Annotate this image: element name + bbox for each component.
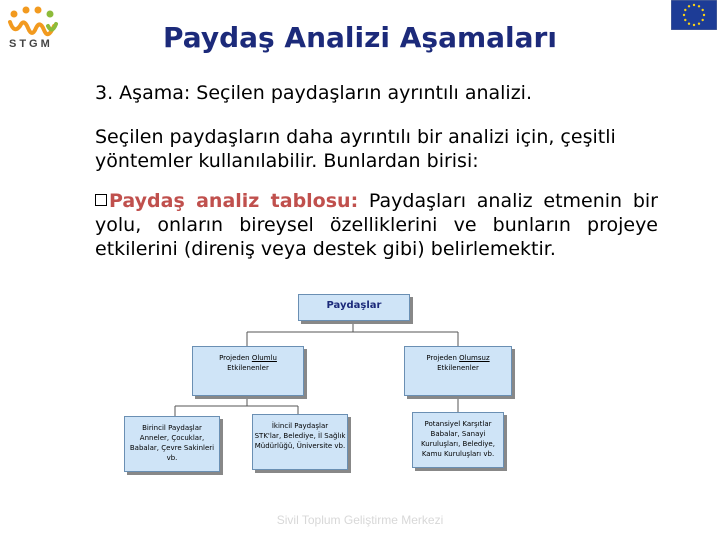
bullet-term: Paydaş analiz tablosu: [109,190,359,212]
potential-opponents-node [412,412,504,468]
bullet-text: Paydaşları analiz etmenin bir yolu, onların bireysel özelliklerini ve bunların projeye etkilerini (direniş veya destek gibi) belirlemektir. [95,190,658,260]
opponents-title: Potansiyel Karşıtlar [424,420,492,428]
positive-suffix: Etkilenenler [227,364,269,372]
logo-text: STGM [9,38,53,50]
negative-keyword: Olumsuz [459,354,490,362]
positively-affected-node [192,346,304,396]
positive-prefix: Projeden [219,354,252,362]
stage-heading: 3. Aşama: Seçilen paydaşların ayrıntılı analizi. [95,82,532,104]
secondary-title: İkincil Paydaşlar [271,422,329,430]
footer-watermark: Sivil Toplum Geliştirme Merkezi [276,513,444,527]
negative-prefix: Projeden [426,354,460,362]
stakeholders-node: Paydaşlar [298,294,410,321]
positive-keyword: Olumlu [251,354,277,362]
negatively-affected-node [404,346,512,396]
intro-text: Seçilen paydaşların daha ayrıntılı bir analizi için, çeşitli yöntemler kullanılabilir. Bunlardan birisi: [95,126,616,172]
opponents-body: Babalar, Sanayi Kuruluşları, Belediye, Kamu Kuruluşları vb. [421,430,495,458]
primary-body: Anneler, Çocuklar, Babalar, Çevre Sakinleri vb. [129,434,215,462]
primary-title: Birincil Paydaşlar [142,424,202,432]
secondary-stakeholders-node [252,414,348,470]
negative-suffix: Etkilenenler [437,364,479,372]
page-title: Paydaş Analizi Aşamaları [163,21,557,54]
secondary-body: STK'lar, Belediye, İl Sağlık Müdürlüğü, Üniversite vb. [254,432,346,450]
primary-stakeholders-node [124,416,220,472]
